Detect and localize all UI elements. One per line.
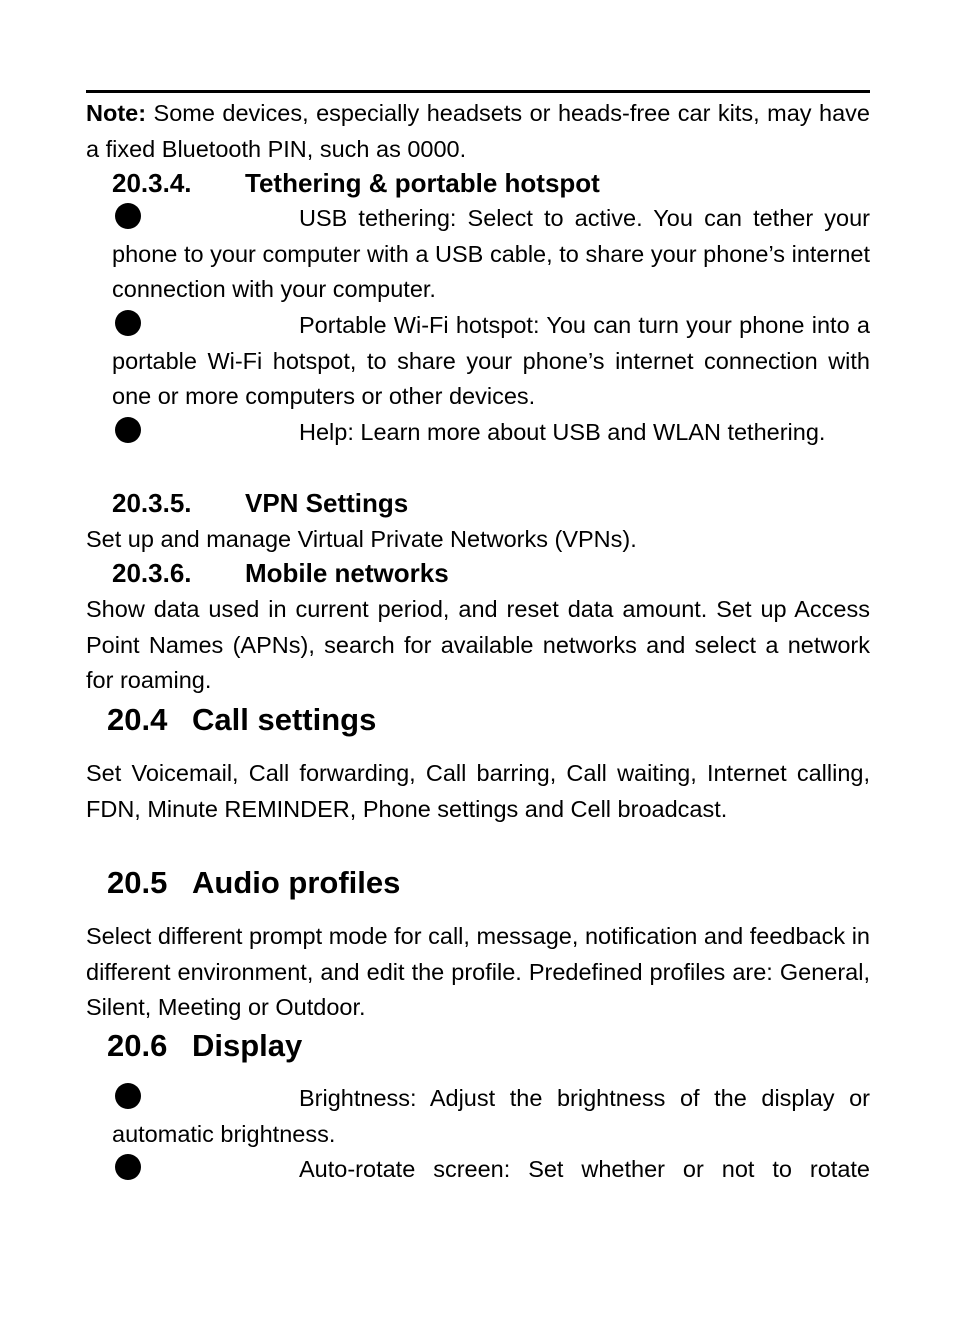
heading-20-3-6 — [112, 557, 449, 589]
heading-title: VPN Settings — [245, 488, 409, 518]
bullet-text: Auto-rotate screen: Set whether or not to rotate — [299, 1156, 870, 1182]
heading-number: 20.3.6. — [112, 558, 192, 588]
heading-title: Mobile networks — [245, 558, 449, 588]
bullet-dot-icon — [115, 1154, 141, 1180]
bullet-dot-icon — [115, 203, 141, 229]
note-paragraph — [86, 96, 870, 167]
heading-title: Call settings — [192, 702, 377, 737]
heading-title: Display — [192, 1028, 303, 1063]
heading-20-5 — [107, 864, 400, 902]
bullet-wifi-hotspot — [112, 308, 870, 415]
heading-20-4 — [107, 701, 376, 739]
heading-20-6 — [107, 1027, 302, 1065]
document-page — [86, 0, 870, 1317]
bullet-dot-icon — [115, 310, 141, 336]
bullet-text: Help: Learn more about USB and WLAN tethering. — [299, 419, 826, 445]
heading-number: 20.6 — [107, 1028, 168, 1063]
mobile-networks-paragraph: Show data used in current period, and reset data amount. Set up Access Point Names (APNs), search for available networks and select a network for roaming. — [86, 596, 870, 693]
bullet-auto-rotate — [112, 1152, 870, 1188]
heading-20-3-4 — [112, 167, 600, 199]
heading-number: 20.5 — [107, 865, 168, 900]
bullet-usb-tethering — [112, 201, 870, 308]
bullet-text: USB tethering: Select to active. You can tether your phone to your computer with a USB cable, to share your phone’s internet connection with your computer. — [112, 205, 870, 302]
bullet-text: Portable Wi-Fi hotspot: You can turn your phone into a portable Wi-Fi hotspot, to share your phone’s internet connection with one or more computers or other devices. — [112, 312, 870, 409]
call-settings-paragraph: Set Voicemail, Call forwarding, Call barring, Call waiting, Internet calling, FDN, Minute REMINDER, Phone settings and Cell broadcast. — [86, 760, 870, 822]
bullet-dot-icon — [115, 417, 141, 443]
audio-profiles-paragraph: Select different prompt mode for call, message, notification and feedback in different environment, and edit the profile. Predefined profiles are: General, Silent, Meeting or Outdoor. — [86, 923, 870, 1020]
note-text: Some devices, especially headsets or heads-free car kits, may have a fixed Bluetooth PIN, such as 0000. — [86, 100, 870, 162]
vpn-paragraph: Set up and manage Virtual Private Networks (VPNs). — [86, 526, 637, 552]
note-label: Note: — [86, 100, 147, 126]
bullet-text: Brightness: Adjust the brightness of the display or automatic brightness. — [112, 1085, 870, 1147]
top-rule — [86, 90, 870, 93]
heading-title: Audio profiles — [192, 865, 401, 900]
heading-number: 20.3.5. — [112, 488, 192, 518]
bullet-brightness — [112, 1081, 870, 1152]
bullet-help — [112, 415, 870, 451]
bullet-dot-icon — [115, 1083, 141, 1109]
heading-number: 20.4 — [107, 702, 168, 737]
heading-20-3-5 — [112, 487, 408, 519]
heading-title: Tethering & portable hotspot — [245, 168, 600, 198]
heading-number: 20.3.4. — [112, 168, 192, 198]
